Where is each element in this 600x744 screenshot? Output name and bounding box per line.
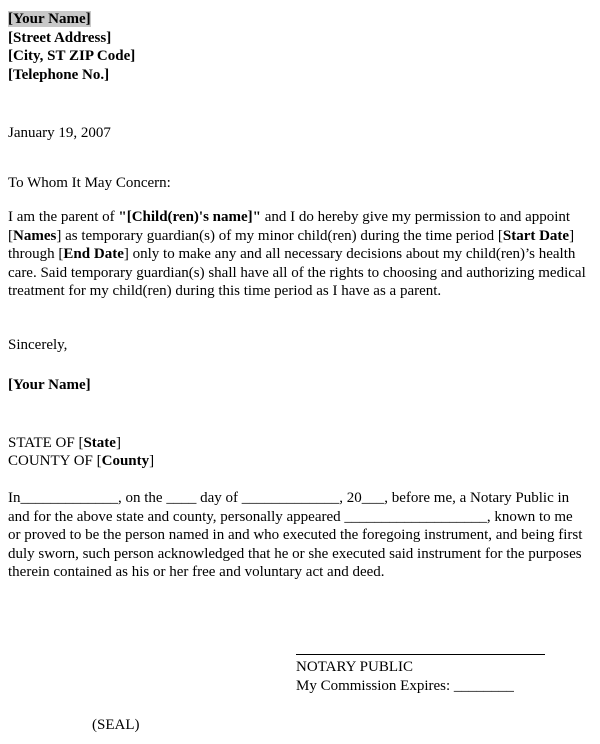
names-placeholder: Names: [13, 227, 57, 244]
body-paragraph: [8, 208, 590, 301]
sender-phone: [Telephone No.]: [8, 66, 110, 83]
sender-block: [8, 10, 588, 84]
start-date-placeholder: Start Date: [502, 227, 570, 244]
sender-street: [Street Address]: [8, 29, 112, 46]
seal-label: (SEAL): [92, 717, 140, 733]
sender-name: [Your Name]: [8, 11, 91, 27]
body-text-1: I am the parent of: [8, 209, 119, 225]
state-line: STATE OF [State]: [8, 435, 121, 451]
notary-acknowledgment: In_____________, on the ____ day of _____________, 20___, before me, a Notary Public in and for the above state and county, personally appeared ___________________, known to me or proved to be the person named in and who executed the foregoing instrument, and being first duly sworn, such person acknowledged that he or she executed said instrument for the purposes therein contained as his or her free and voluntary act and deed.: [8, 490, 583, 580]
notary-commission: My Commission Expires: ________: [296, 677, 514, 694]
county-line: COUNTY OF [County]: [8, 453, 155, 469]
sender-city: [City, ST ZIP Code]: [8, 48, 136, 64]
body-text-4: ] through [: [8, 227, 575, 262]
end-date-placeholder: End Date: [63, 246, 124, 262]
county-placeholder: County: [101, 453, 150, 469]
body-text-2: and I do hereby give my permission to and appoint [: [8, 209, 571, 244]
body-text-3: ] as temporary guardian(s) of my minor child(ren) during the time period [: [56, 227, 503, 244]
signature-name: [Your Name]: [8, 377, 91, 393]
closing: Sincerely,: [8, 337, 68, 353]
child-name-placeholder: "[Child(ren)'s name]": [118, 209, 261, 225]
letter-date: January 19, 2007: [8, 125, 111, 141]
notary-title: NOTARY PUBLIC: [296, 659, 414, 675]
state-placeholder: State: [83, 435, 116, 451]
body-text-5: ] only to make any and all necessary decisions about my child(ren)’s health care. Said temporary guardian(s) shall have all of the rights to choosing and authorizing medical treatment for my child(ren) during this time period as I have as a parent.: [8, 246, 586, 299]
notary-block: [296, 658, 596, 695]
notary-signature-line: [296, 654, 545, 655]
salutation: To Whom It May Concern:: [8, 175, 171, 191]
